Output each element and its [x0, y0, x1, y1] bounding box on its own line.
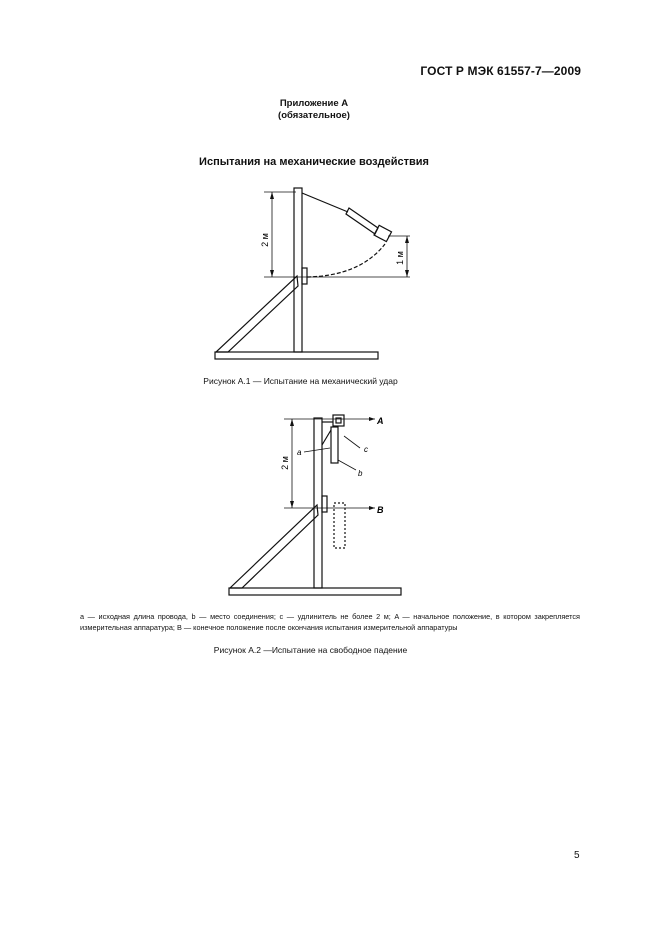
figure-2-caption: Рисунок А.2 —Испытание на свободное падение	[213, 645, 408, 655]
page-number: 5	[574, 850, 580, 861]
fig2-wire-a	[322, 430, 331, 445]
fig2-leader-b	[338, 460, 356, 470]
section-title: Испытания на механические воздействия	[199, 156, 429, 168]
figure-1-drawing	[215, 188, 410, 359]
annex-title: Приложение А	[279, 98, 349, 109]
fig2-label-a: a	[297, 448, 302, 457]
fig2-dim-2m-label: 2 м	[280, 456, 290, 470]
figure-1-caption: Рисунок А.1 — Испытание на механический удар	[203, 376, 398, 386]
fig2-leader-c	[344, 436, 360, 448]
fig2-label-B: B	[377, 505, 384, 515]
fig2-pole	[314, 418, 322, 588]
fig1-dim-2m-label: 2 м	[260, 233, 270, 247]
fig1-swing-arc	[307, 244, 385, 277]
fig2-label-c: c	[364, 445, 368, 454]
fig1-wire	[302, 193, 348, 212]
fig2-clamp	[322, 496, 327, 512]
fig2-instrument-A	[333, 415, 344, 426]
fig2-leader-a	[304, 448, 330, 452]
standard-code: ГОСТ Р МЭК 61557-7—2009	[420, 64, 581, 78]
figure-2-drawing	[229, 415, 401, 595]
fig1-brace	[216, 276, 298, 352]
fig2-instrument-B	[334, 503, 345, 548]
fig1-extension	[346, 208, 378, 234]
fig1-dim-1m-label: 1 м	[395, 251, 405, 265]
fig1-arrows	[270, 192, 409, 277]
annex-status: (обязательное)	[278, 110, 350, 121]
fig2-hanging-part	[331, 427, 338, 463]
fig1-base	[215, 352, 378, 359]
fig2-label-A: A	[377, 416, 384, 426]
fig1-pole	[294, 188, 302, 352]
fig2-base	[229, 588, 401, 595]
fig2-label-b: b	[358, 469, 363, 478]
fig2-brace	[230, 505, 318, 588]
figure-2-legend: a — исходная длина провода, b — место соединения; c — удлинитель не более 2 м; A — начальное положение, в котором закрепляется измерительная аппаратура; B — конечное положение после окончания испытания измерительной аппаратуры	[80, 612, 580, 632]
fig1-clamp	[302, 268, 307, 284]
